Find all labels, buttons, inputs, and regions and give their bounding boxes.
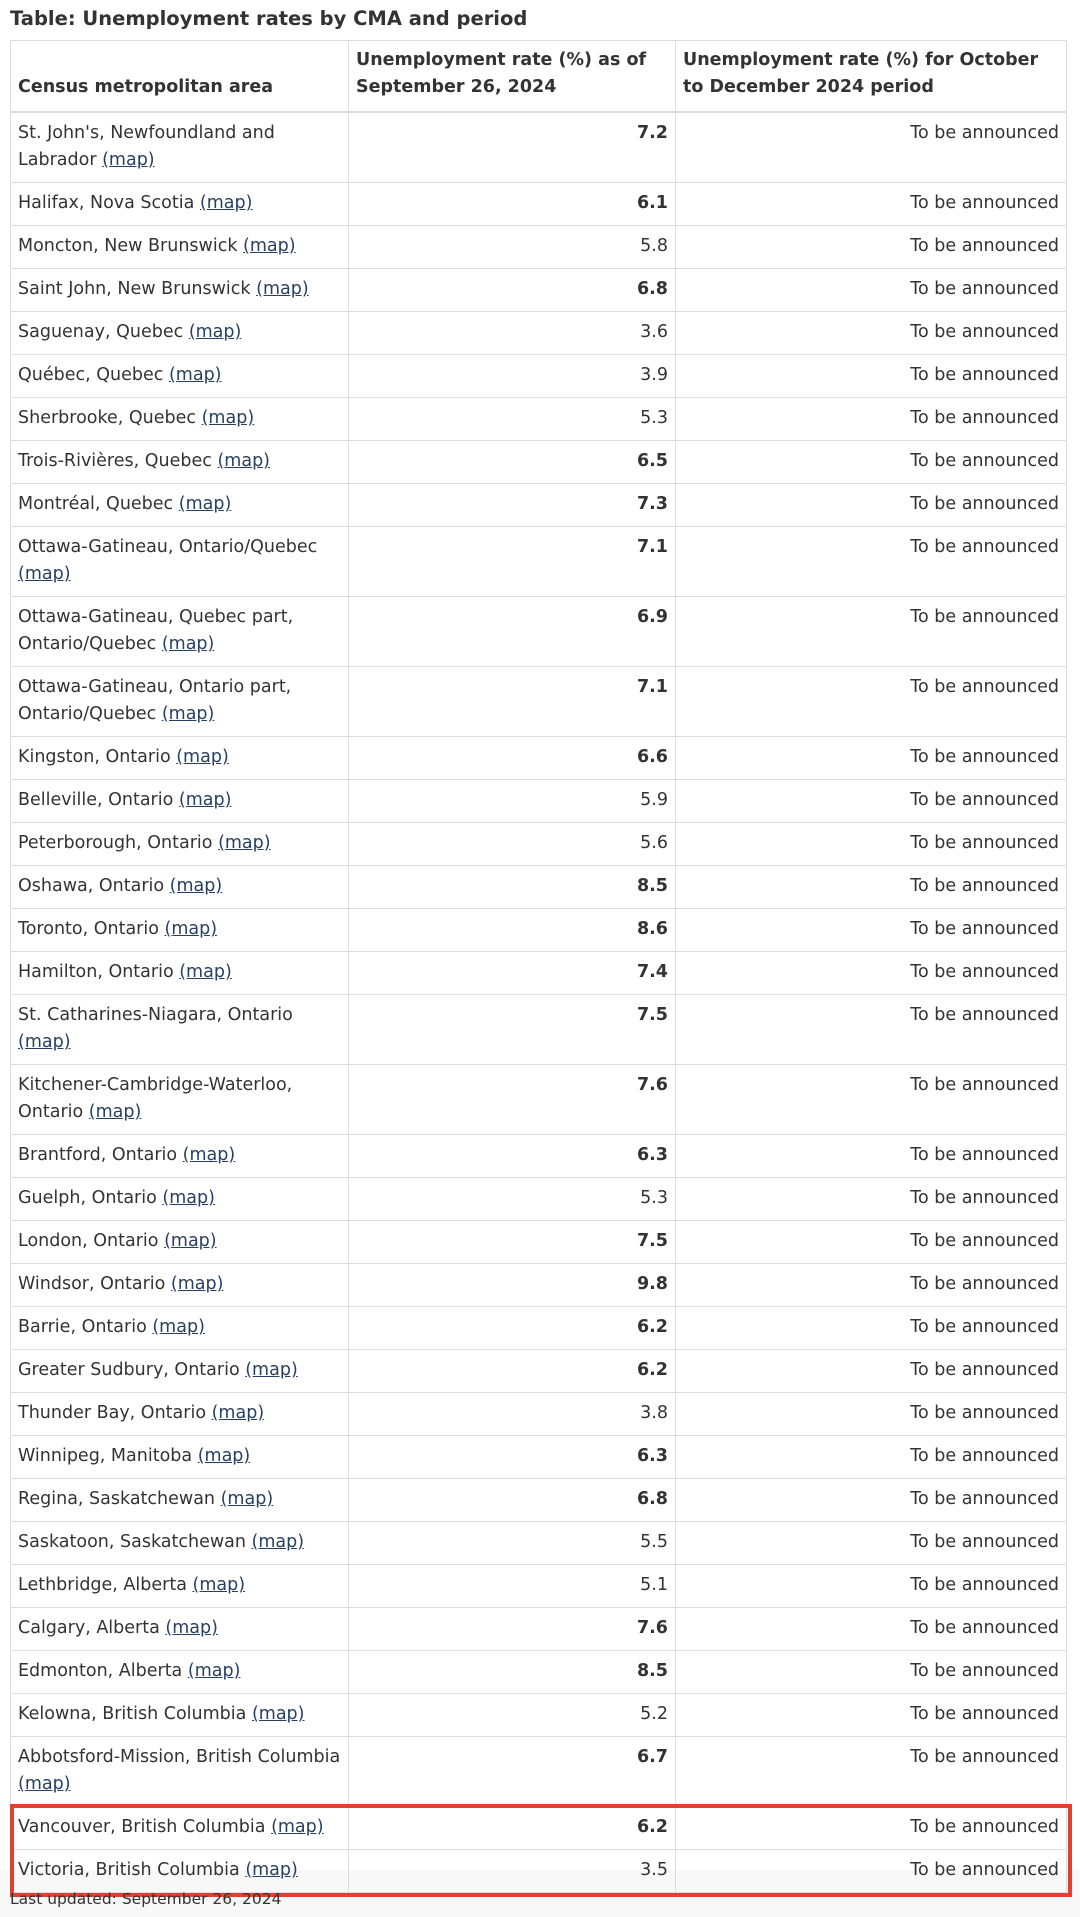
status-cell: To be announced xyxy=(676,1479,1067,1522)
cma-name: Ottawa-Gatineau, Ontario/Quebec xyxy=(18,537,318,557)
status-cell: To be announced xyxy=(676,1436,1067,1479)
map-link[interactable]: (map) xyxy=(161,634,215,654)
cma-cell xyxy=(11,112,349,183)
table-row xyxy=(11,1608,1067,1651)
status-cell: To be announced xyxy=(676,1178,1067,1221)
cma-name: Trois-Rivières, Quebec xyxy=(18,451,212,471)
cma-name: Halifax, Nova Scotia xyxy=(18,193,195,213)
map-link[interactable]: (map) xyxy=(251,1704,305,1724)
status-cell: To be announced xyxy=(676,1651,1067,1694)
cma-name: Barrie, Ontario xyxy=(18,1317,147,1337)
table-row xyxy=(11,226,1067,269)
map-link[interactable]: (map) xyxy=(256,279,309,299)
status-cell: To be announced xyxy=(676,269,1067,312)
status-cell: To be announced xyxy=(676,1221,1067,1264)
cma-cell xyxy=(11,909,349,952)
map-link[interactable]: (map) xyxy=(176,747,229,767)
cma-cell xyxy=(11,667,349,737)
rate-cell: 5.6 xyxy=(349,823,676,866)
cma-cell xyxy=(11,527,349,597)
status-cell: To be announced xyxy=(676,441,1067,484)
cma-name: Montréal, Quebec xyxy=(18,494,174,514)
status-cell: To be announced xyxy=(676,226,1067,269)
status-cell: To be announced xyxy=(676,355,1067,398)
table-row xyxy=(11,1178,1067,1221)
cma-cell xyxy=(11,1479,349,1522)
rate-cell: 7.3 xyxy=(349,484,676,527)
map-link[interactable]: (map) xyxy=(88,1102,142,1122)
cma-cell xyxy=(11,1850,349,1893)
rate-cell: 6.3 xyxy=(349,1135,676,1178)
cma-name: St. Catharines-Niagara, Ontario xyxy=(18,1005,293,1025)
status-cell: To be announced xyxy=(676,1850,1067,1893)
table-caption: Table: Unemployment rates by CMA and period xyxy=(10,7,528,30)
cma-cell xyxy=(11,1522,349,1565)
rate-cell: 6.5 xyxy=(349,441,676,484)
header-rate-oct-dec: Unemployment rate (%) for October to December 2024 period xyxy=(676,41,1067,113)
map-link[interactable]: (map) xyxy=(102,150,155,170)
cma-cell xyxy=(11,1264,349,1307)
table-row xyxy=(11,952,1067,995)
rate-cell: 6.8 xyxy=(349,269,676,312)
cma-cell xyxy=(11,1178,349,1221)
rate-cell: 8.5 xyxy=(349,866,676,909)
status-cell: To be announced xyxy=(676,1135,1067,1178)
cma-name: London, Ontario xyxy=(18,1231,159,1251)
table-row xyxy=(11,1264,1067,1307)
status-cell: To be announced xyxy=(676,737,1067,780)
table-row xyxy=(11,1565,1067,1608)
map-link[interactable]: (map) xyxy=(188,322,242,342)
table-row xyxy=(11,1522,1067,1565)
header-rate-sep: Unemployment rate (%) as of September 26, 2024 xyxy=(349,41,676,113)
status-cell: To be announced xyxy=(676,1065,1067,1135)
cma-cell xyxy=(11,398,349,441)
table-row xyxy=(11,1737,1067,1807)
status-cell: To be announced xyxy=(676,1807,1067,1850)
rate-cell: 8.5 xyxy=(349,1651,676,1694)
cma-name: Calgary, Alberta xyxy=(18,1618,160,1638)
rate-cell: 6.2 xyxy=(349,1350,676,1393)
status-cell: To be announced xyxy=(676,183,1067,226)
rate-cell: 7.5 xyxy=(349,1221,676,1264)
cma-name: Victoria, British Columbia xyxy=(18,1860,240,1880)
table-row xyxy=(11,269,1067,312)
cma-cell xyxy=(11,1221,349,1264)
last-updated: Last updated: September 26, 2024 xyxy=(10,1890,282,1908)
map-link[interactable]: (map) xyxy=(18,1774,71,1794)
map-link[interactable]: (map) xyxy=(161,704,215,724)
cma-name: Toronto, Ontario xyxy=(18,919,159,939)
cma-cell xyxy=(11,1608,349,1651)
rate-cell: 5.8 xyxy=(349,226,676,269)
cma-cell xyxy=(11,355,349,398)
table-row xyxy=(11,780,1067,823)
map-link[interactable]: (map) xyxy=(201,408,255,428)
cma-name: Saguenay, Quebec xyxy=(18,322,184,342)
cma-name: Oshawa, Ontario xyxy=(18,876,165,896)
cma-name: Vancouver, British Columbia xyxy=(18,1817,266,1837)
status-cell: To be announced xyxy=(676,1350,1067,1393)
cma-name: Sherbrooke, Quebec xyxy=(18,408,197,428)
cma-cell xyxy=(11,183,349,226)
cma-cell xyxy=(11,780,349,823)
cma-name: Peterborough, Ontario xyxy=(18,833,213,853)
rate-cell: 7.6 xyxy=(349,1608,676,1651)
status-cell: To be announced xyxy=(676,823,1067,866)
map-link[interactable]: (map) xyxy=(182,1145,236,1165)
map-link[interactable]: (map) xyxy=(271,1817,324,1837)
rate-cell: 3.5 xyxy=(349,1850,676,1893)
status-cell: To be announced xyxy=(676,1393,1067,1436)
status-cell: To be announced xyxy=(676,112,1067,183)
map-link[interactable]: (map) xyxy=(164,919,218,939)
cma-cell xyxy=(11,952,349,995)
cma-name: Greater Sudbury, Ontario xyxy=(18,1360,240,1380)
cma-name: Ottawa-Gatineau, Ontario part, Ontario/Quebec xyxy=(18,677,292,724)
rate-cell: 6.1 xyxy=(349,183,676,226)
rate-cell: 7.1 xyxy=(349,667,676,737)
map-link[interactable]: (map) xyxy=(165,1618,218,1638)
table-row xyxy=(11,909,1067,952)
table-row xyxy=(11,1221,1067,1264)
rate-cell: 6.2 xyxy=(349,1807,676,1850)
cma-cell xyxy=(11,737,349,780)
map-link[interactable]: (map) xyxy=(187,1661,241,1681)
status-cell: To be announced xyxy=(676,909,1067,952)
cma-cell xyxy=(11,441,349,484)
table-row xyxy=(11,312,1067,355)
table-row xyxy=(11,398,1067,441)
table-row xyxy=(11,737,1067,780)
table-row xyxy=(11,823,1067,866)
status-cell: To be announced xyxy=(676,527,1067,597)
status-cell: To be announced xyxy=(676,1694,1067,1737)
cma-name: Hamilton, Ontario xyxy=(18,962,174,982)
table-row xyxy=(11,1651,1067,1694)
map-link[interactable]: (map) xyxy=(218,833,271,853)
map-link[interactable]: (map) xyxy=(168,365,222,385)
rate-cell: 3.8 xyxy=(349,1393,676,1436)
table-row xyxy=(11,1393,1067,1436)
cma-cell xyxy=(11,1436,349,1479)
map-link[interactable]: (map) xyxy=(18,564,71,584)
status-cell: To be announced xyxy=(676,952,1067,995)
cma-cell xyxy=(11,823,349,866)
status-cell: To be announced xyxy=(676,484,1067,527)
cma-name: Abbotsford-Mission, British Columbia xyxy=(18,1747,341,1767)
status-cell: To be announced xyxy=(676,995,1067,1065)
table-row xyxy=(11,866,1067,909)
map-link[interactable]: (map) xyxy=(199,193,253,213)
cma-cell xyxy=(11,1651,349,1694)
map-link[interactable]: (map) xyxy=(179,962,232,982)
cma-cell xyxy=(11,269,349,312)
table-row xyxy=(11,1479,1067,1522)
rate-cell: 6.2 xyxy=(349,1307,676,1350)
cma-cell xyxy=(11,995,349,1065)
rate-cell: 6.7 xyxy=(349,1737,676,1807)
cma-name: Kelowna, British Columbia xyxy=(18,1704,247,1724)
cma-cell xyxy=(11,226,349,269)
cma-name: St. John's, Newfoundland and Labrador xyxy=(18,123,275,170)
map-link[interactable]: (map) xyxy=(245,1860,298,1880)
rate-cell: 3.9 xyxy=(349,355,676,398)
map-link[interactable]: (map) xyxy=(169,876,223,896)
cma-name: Saint John, New Brunswick xyxy=(18,279,251,299)
map-link[interactable]: (map) xyxy=(197,1446,251,1466)
status-cell: To be announced xyxy=(676,866,1067,909)
table-row xyxy=(11,1850,1067,1893)
cma-cell xyxy=(11,1307,349,1350)
cma-name: Moncton, New Brunswick xyxy=(18,236,238,256)
table-row xyxy=(11,667,1067,737)
cma-cell xyxy=(11,1737,349,1807)
cma-cell xyxy=(11,1350,349,1393)
header-cma: Census metropolitan area xyxy=(11,41,349,113)
rate-cell: 7.6 xyxy=(349,1065,676,1135)
rate-cell: 7.5 xyxy=(349,995,676,1065)
cma-name: Kitchener-Cambridge-Waterloo, Ontario xyxy=(18,1075,293,1122)
table-row xyxy=(11,1694,1067,1737)
rate-cell: 6.6 xyxy=(349,737,676,780)
table-row xyxy=(11,1065,1067,1135)
cma-name: Thunder Bay, Ontario xyxy=(18,1403,207,1423)
cma-name: Ottawa-Gatineau, Quebec part, Ontario/Quebec xyxy=(18,607,294,654)
rate-cell: 5.2 xyxy=(349,1694,676,1737)
status-cell: To be announced xyxy=(676,1264,1067,1307)
cma-cell xyxy=(11,1065,349,1135)
table-row xyxy=(11,1807,1067,1850)
status-cell: To be announced xyxy=(676,398,1067,441)
status-cell: To be announced xyxy=(676,312,1067,355)
cma-name: Brantford, Ontario xyxy=(18,1145,178,1165)
rate-cell: 5.3 xyxy=(349,1178,676,1221)
table-row xyxy=(11,1436,1067,1479)
cma-name: Belleville, Ontario xyxy=(18,790,174,810)
status-cell: To be announced xyxy=(676,1608,1067,1651)
cma-name: Saskatoon, Saskatchewan xyxy=(18,1532,246,1552)
cma-name: Lethbridge, Alberta xyxy=(18,1575,187,1595)
cma-cell xyxy=(11,1393,349,1436)
rate-cell: 7.4 xyxy=(349,952,676,995)
table-row xyxy=(11,484,1067,527)
cma-name: Winnipeg, Manitoba xyxy=(18,1446,193,1466)
map-link[interactable]: (map) xyxy=(164,1231,217,1251)
rate-cell: 8.6 xyxy=(349,909,676,952)
map-link[interactable]: (map) xyxy=(18,1032,71,1052)
table-row xyxy=(11,1350,1067,1393)
cma-name: Regina, Saskatchewan xyxy=(18,1489,216,1509)
map-link[interactable]: (map) xyxy=(170,1274,224,1294)
cma-name: Kingston, Ontario xyxy=(18,747,171,767)
cma-cell xyxy=(11,312,349,355)
cma-cell xyxy=(11,484,349,527)
table-row xyxy=(11,441,1067,484)
map-link[interactable]: (map) xyxy=(251,1532,305,1552)
map-link[interactable]: (map) xyxy=(152,1317,205,1337)
rate-cell: 5.3 xyxy=(349,398,676,441)
rate-cell: 5.1 xyxy=(349,1565,676,1608)
cma-cell xyxy=(11,866,349,909)
table-row xyxy=(11,112,1067,183)
cma-name: Québec, Quebec xyxy=(18,365,164,385)
cma-cell xyxy=(11,1694,349,1737)
rate-cell: 5.5 xyxy=(349,1522,676,1565)
page xyxy=(10,0,1066,1893)
table-row xyxy=(11,183,1067,226)
table-row xyxy=(11,995,1067,1065)
rate-cell: 7.1 xyxy=(349,527,676,597)
rate-cell: 6.9 xyxy=(349,597,676,667)
rate-cell: 9.8 xyxy=(349,1264,676,1307)
rate-cell: 3.6 xyxy=(349,312,676,355)
table-row xyxy=(11,355,1067,398)
status-cell: To be announced xyxy=(676,1565,1067,1608)
rate-cell: 7.2 xyxy=(349,112,676,183)
rate-cell: 6.3 xyxy=(349,1436,676,1479)
cma-cell xyxy=(11,597,349,667)
map-link[interactable]: (map) xyxy=(211,1403,265,1423)
header-row xyxy=(11,41,1067,113)
cma-cell xyxy=(11,1135,349,1178)
status-cell: To be announced xyxy=(676,1522,1067,1565)
map-link[interactable]: (map) xyxy=(217,451,271,471)
status-cell: To be announced xyxy=(676,597,1067,667)
table-row xyxy=(11,1135,1067,1178)
table-row xyxy=(11,1307,1067,1350)
map-link[interactable]: (map) xyxy=(245,1360,298,1380)
map-link[interactable]: (map) xyxy=(243,236,296,256)
status-cell: To be announced xyxy=(676,780,1067,823)
cma-name: Windsor, Ontario xyxy=(18,1274,166,1294)
cma-name: Guelph, Ontario xyxy=(18,1188,157,1208)
cma-cell xyxy=(11,1807,349,1850)
status-cell: To be announced xyxy=(676,1737,1067,1807)
map-link[interactable]: (map) xyxy=(162,1188,215,1208)
map-link[interactable]: (map) xyxy=(178,790,232,810)
table-row xyxy=(11,597,1067,667)
status-cell: To be announced xyxy=(676,1307,1067,1350)
status-cell: To be announced xyxy=(676,667,1067,737)
unemployment-table xyxy=(10,40,1067,1893)
rate-cell: 6.8 xyxy=(349,1479,676,1522)
cma-cell xyxy=(11,1565,349,1608)
map-link[interactable]: (map) xyxy=(192,1575,246,1595)
map-link[interactable]: (map) xyxy=(178,494,232,514)
table-row xyxy=(11,527,1067,597)
map-link[interactable]: (map) xyxy=(220,1489,274,1509)
cma-name: Edmonton, Alberta xyxy=(18,1661,183,1681)
rate-cell: 5.9 xyxy=(349,780,676,823)
